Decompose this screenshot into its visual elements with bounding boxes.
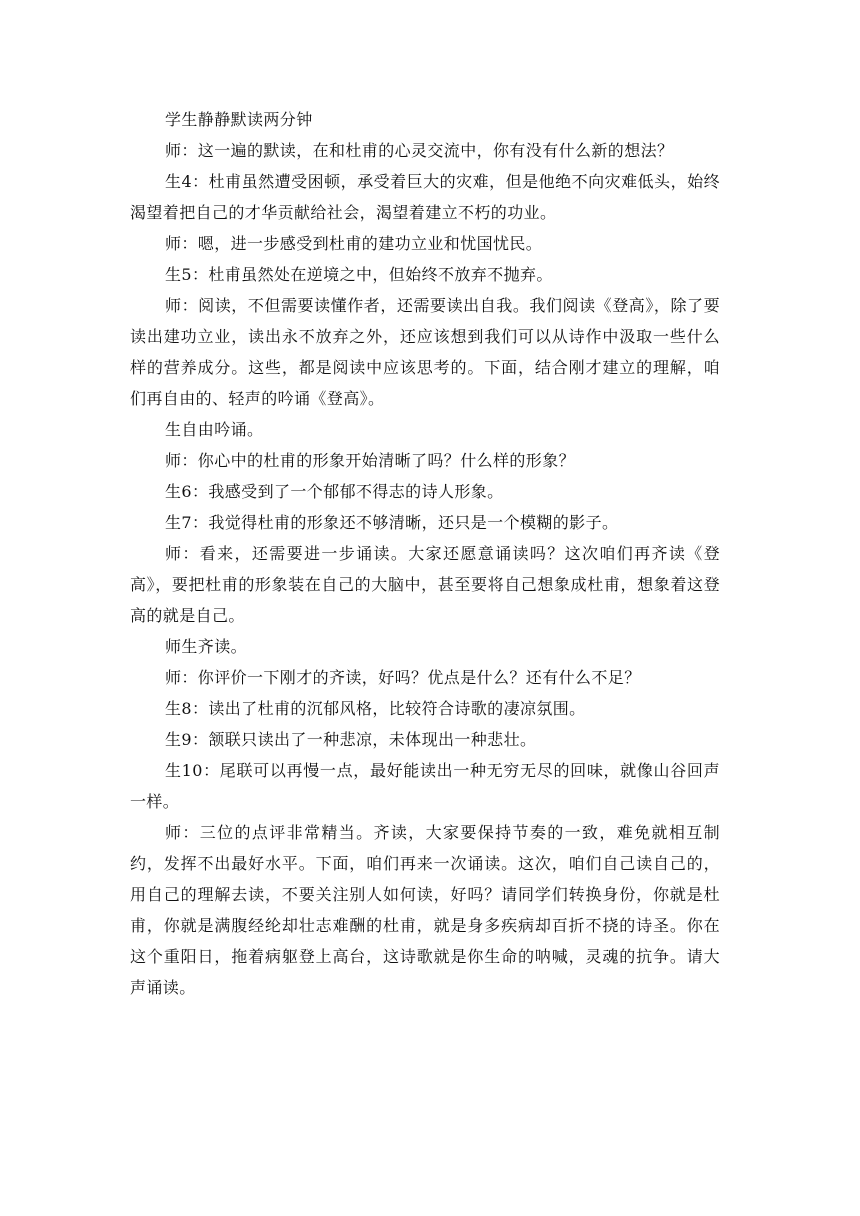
paragraph: 生6：我感受到了一个郁郁不得志的诗人形象。	[165, 482, 504, 501]
paragraph: 师：你心中的杜甫的形象开始清晰了吗？什么样的形象？	[165, 451, 576, 470]
paragraph: 师：三位的点评非常精当。齐读，大家要保持节奏的一致，难免就相互制约，发挥不出最好水平。下面，咱们再来一次诵读。这次，咱们自己读自己的，用自己的理解去读，不要关注别人如何读，好吗？请同学们转换身份，你就是杜甫，你就是满腹经纶却壮志难酬的杜甫，就是身多疾病却百折不挠的诗圣。你在这个重阳日，拖着病躯登上高台，这诗歌就是你生命的呐喊，灵魂的抗争。请大声诵读。	[130, 823, 720, 997]
paragraph: 生5：杜甫虽然处在逆境之中，但始终不放弃不抛弃。	[165, 265, 553, 284]
paragraph: 师：阅读，不但需要读懂作者，还需要读出自我。我们阅读《登高》，除了要读出建功立业，读出永不放弃之外，还应该想到我们可以从诗作中汲取一些什么样的营养成分。这些，都是阅读中应该思考的。下面，结合刚才建立的理解，咱们再自由的、轻声的吟诵《登高》。	[130, 296, 720, 408]
document-page	[130, 104, 720, 1003]
paragraph: 师：嗯，进一步感受到杜甫的建功立业和忧国忧民。	[165, 234, 543, 253]
paragraph: 学生静静默读两分钟	[165, 110, 313, 129]
paragraph: 生4：杜甫虽然遭受困顿，承受着巨大的灾难，但是他绝不向灾难低头，始终渴望着把自己的才华贡献给社会，渴望着建立不朽的功业。	[130, 172, 720, 222]
paragraph: 生9：颔联只读出了一种悲凉，未体现出一种悲壮。	[165, 730, 537, 749]
paragraph: 生7：我觉得杜甫的形象还不够清晰，还只是一个模糊的影子。	[165, 513, 619, 532]
paragraph: 师：看来，还需要进一步诵读。大家还愿意诵读吗？这次咱们再齐读《登高》，要把杜甫的形象装在自己的大脑中，甚至要将自己想象成杜甫，想象着这登高的就是自己。	[130, 544, 720, 625]
paragraph: 师：这一遍的默读，在和杜甫的心灵交流中，你有没有什么新的想法？	[165, 141, 674, 160]
paragraph: 生8：读出了杜甫的沉郁风格，比较符合诗歌的凄凉氛围。	[165, 699, 586, 718]
paragraph: 师：你评价一下刚才的齐读，好吗？优点是什么？还有什么不足？	[165, 668, 641, 687]
paragraph: 师生齐读。	[165, 637, 248, 656]
paragraph: 生10：尾联可以再慢一点，最好能读出一种无穷无尽的回味，就像山谷回声一样。	[130, 761, 720, 811]
paragraph: 生自由吟诵。	[165, 420, 264, 439]
